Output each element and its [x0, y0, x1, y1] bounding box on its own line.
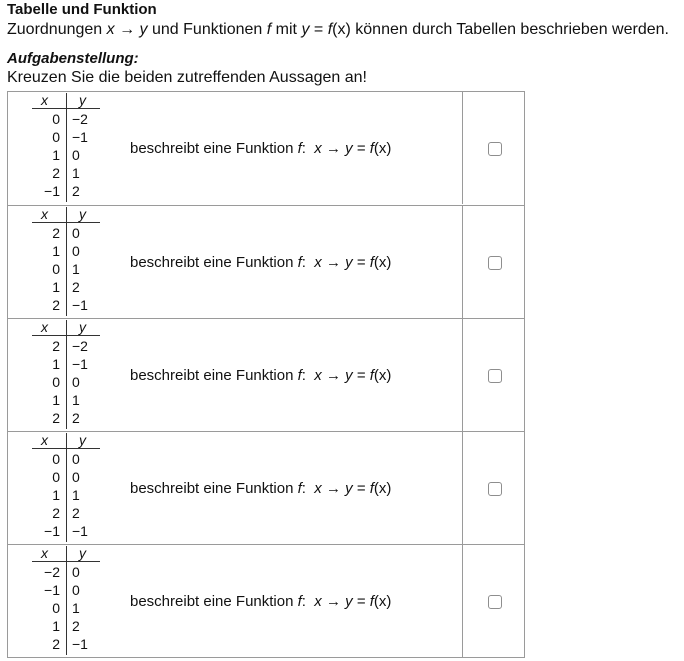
- value-table-header-x: x: [41, 92, 48, 108]
- answer-checkbox-3[interactable]: [488, 369, 502, 383]
- option-row-5: [8, 544, 524, 657]
- value-cell-y: 0: [72, 147, 80, 163]
- answer-checkbox-5[interactable]: [488, 595, 502, 609]
- statement-paren: (x): [373, 593, 392, 610]
- value-table-divider: [66, 546, 67, 655]
- statement-f: f: [297, 140, 302, 157]
- value-cell-y: 1: [72, 392, 80, 408]
- statement-x: x: [314, 367, 322, 384]
- value-cell-y: −2: [72, 111, 88, 127]
- intro-eq-y: y: [301, 21, 310, 38]
- statement-eq: =: [356, 367, 366, 384]
- statement-colon: :: [301, 254, 306, 271]
- value-cell-x: 0: [52, 469, 60, 485]
- value-cell-x: 0: [52, 129, 60, 145]
- statement-x: x: [314, 254, 322, 271]
- statement-label: beschreibt eine Funktion: [130, 593, 294, 610]
- value-table-divider: [66, 320, 67, 429]
- statement-arrow: →: [325, 140, 341, 157]
- intro-fx-x: (x): [332, 21, 351, 38]
- statement-arrow: →: [325, 480, 341, 497]
- value-table-header-y: y: [79, 432, 86, 448]
- value-cell-y: 0: [72, 374, 80, 390]
- value-cell-x: −1: [44, 582, 60, 598]
- statement-colon: :: [301, 367, 306, 384]
- value-cell-x: 2: [52, 165, 60, 181]
- value-table-header-x: x: [41, 432, 48, 448]
- statement-x: x: [314, 140, 322, 157]
- column-separator: [462, 319, 463, 431]
- intro-f: f: [266, 21, 272, 38]
- statement-label: beschreibt eine Funktion: [130, 140, 294, 157]
- value-table-header-y: y: [79, 545, 86, 561]
- value-cell-x: 1: [52, 356, 60, 372]
- statement-paren: (x): [373, 480, 392, 497]
- value-cell-y: 0: [72, 469, 80, 485]
- intro-arrow: →: [119, 21, 136, 38]
- statement-eq: =: [356, 254, 366, 271]
- statement-paren: (x): [373, 367, 392, 384]
- value-table-header-x: x: [41, 545, 48, 561]
- value-cell-x: −1: [44, 183, 60, 199]
- value-table: [32, 546, 100, 656]
- statement-label: beschreibt eine Funktion: [130, 254, 294, 271]
- value-cell-x: 0: [52, 374, 60, 390]
- value-cell-x: 1: [52, 243, 60, 259]
- options-table: [7, 91, 525, 658]
- value-table-header-x: x: [41, 319, 48, 335]
- statement-paren: (x): [373, 254, 392, 271]
- value-cell-y: 1: [72, 487, 80, 503]
- statement-fx: f: [369, 593, 374, 610]
- value-cell-y: 0: [72, 582, 80, 598]
- intro-mid2: mit: [275, 21, 297, 38]
- statement-text: [130, 253, 391, 273]
- value-cell-x: 1: [52, 618, 60, 634]
- statement-text: [130, 479, 391, 499]
- statement-colon: :: [301, 140, 306, 157]
- answer-checkbox-2[interactable]: [488, 256, 502, 270]
- value-cell-y: 2: [72, 279, 80, 295]
- statement-fx: f: [369, 367, 374, 384]
- value-cell-y: 0: [72, 225, 80, 241]
- value-table-header-y: y: [79, 92, 86, 108]
- value-cell-x: 1: [52, 279, 60, 295]
- statement-arrow: →: [325, 367, 341, 384]
- value-table: [32, 320, 100, 430]
- answer-checkbox-4[interactable]: [488, 482, 502, 496]
- statement-fx: f: [369, 480, 374, 497]
- statement-f: f: [297, 593, 302, 610]
- statement-text: [130, 139, 391, 159]
- statement-f: f: [297, 367, 302, 384]
- value-cell-y: −1: [72, 523, 88, 539]
- intro-suffix: können durch Tabellen beschrieben werden.: [355, 21, 669, 38]
- value-cell-y: −2: [72, 338, 88, 354]
- statement-arrow: →: [325, 593, 341, 610]
- value-cell-x: −1: [44, 523, 60, 539]
- statement-fx: f: [369, 254, 374, 271]
- value-cell-x: −2: [44, 564, 60, 580]
- value-table-divider: [66, 93, 67, 202]
- value-cell-x: 0: [52, 600, 60, 616]
- intro-x: x: [106, 21, 115, 38]
- statement-colon: :: [301, 593, 306, 610]
- intro-fx-f: f: [327, 21, 333, 38]
- value-cell-x: 2: [52, 297, 60, 313]
- value-table-divider: [66, 433, 67, 542]
- statement-arrow: →: [325, 254, 341, 271]
- statement-f: f: [297, 254, 302, 271]
- statement-text: [130, 592, 391, 612]
- value-cell-x: 2: [52, 636, 60, 652]
- value-table-divider: [66, 207, 67, 316]
- value-cell-x: 0: [52, 261, 60, 277]
- statement-y: y: [345, 367, 353, 384]
- column-separator: [462, 92, 463, 204]
- task-heading: Aufgabenstellung:: [7, 50, 139, 67]
- task-text: Kreuzen Sie die beiden zutreffenden Aussagen an!: [7, 69, 367, 86]
- statement-eq: =: [356, 593, 366, 610]
- statement-paren: (x): [373, 140, 392, 157]
- column-separator: [462, 545, 463, 657]
- option-row-2: [8, 205, 524, 318]
- intro-eq: =: [313, 21, 324, 38]
- page-title: Tabelle und Funktion: [7, 1, 157, 18]
- value-cell-x: 0: [52, 111, 60, 127]
- statement-y: y: [345, 480, 353, 497]
- answer-checkbox-1[interactable]: [488, 142, 502, 156]
- option-row-4: [8, 431, 524, 544]
- value-cell-x: 2: [52, 505, 60, 521]
- value-cell-y: 0: [72, 451, 80, 467]
- value-cell-x: 0: [52, 451, 60, 467]
- statement-fx: f: [369, 140, 374, 157]
- statement-y: y: [345, 254, 353, 271]
- statement-eq: =: [356, 480, 366, 497]
- option-row-3: [8, 318, 524, 431]
- value-cell-y: −1: [72, 636, 88, 652]
- statement-label: beschreibt eine Funktion: [130, 480, 294, 497]
- value-cell-y: 2: [72, 618, 80, 634]
- value-cell-x: 1: [52, 487, 60, 503]
- value-table-header-x: x: [41, 206, 48, 222]
- value-cell-x: 2: [52, 410, 60, 426]
- column-separator: [462, 432, 463, 544]
- statement-text: [130, 366, 391, 386]
- value-cell-y: −1: [72, 356, 88, 372]
- value-cell-y: 2: [72, 505, 80, 521]
- intro-mid1: und Funktionen: [152, 21, 263, 38]
- intro-prefix: Zuordnungen: [7, 21, 103, 38]
- statement-label: beschreibt eine Funktion: [130, 367, 294, 384]
- intro-y: y: [139, 21, 148, 38]
- value-cell-y: 2: [72, 183, 80, 199]
- value-cell-y: 0: [72, 564, 80, 580]
- value-cell-x: 1: [52, 392, 60, 408]
- value-cell-x: 1: [52, 147, 60, 163]
- value-cell-x: 2: [52, 225, 60, 241]
- column-separator: [462, 206, 463, 318]
- value-cell-y: 2: [72, 410, 80, 426]
- statement-y: y: [345, 593, 353, 610]
- value-table-header-y: y: [79, 206, 86, 222]
- statement-colon: :: [301, 480, 306, 497]
- intro-text: [7, 20, 669, 40]
- statement-f: f: [297, 480, 302, 497]
- value-cell-x: 2: [52, 338, 60, 354]
- statement-x: x: [314, 480, 322, 497]
- statement-x: x: [314, 593, 322, 610]
- statement-y: y: [345, 140, 353, 157]
- value-table: [32, 93, 100, 203]
- value-table: [32, 207, 100, 317]
- value-cell-y: 1: [72, 600, 80, 616]
- value-cell-y: −1: [72, 129, 88, 145]
- statement-eq: =: [356, 140, 366, 157]
- value-table-header-y: y: [79, 319, 86, 335]
- value-cell-y: −1: [72, 297, 88, 313]
- value-cell-y: 1: [72, 261, 80, 277]
- value-cell-y: 1: [72, 165, 80, 181]
- option-row-1: [8, 92, 524, 205]
- value-table: [32, 433, 100, 543]
- value-cell-y: 0: [72, 243, 80, 259]
